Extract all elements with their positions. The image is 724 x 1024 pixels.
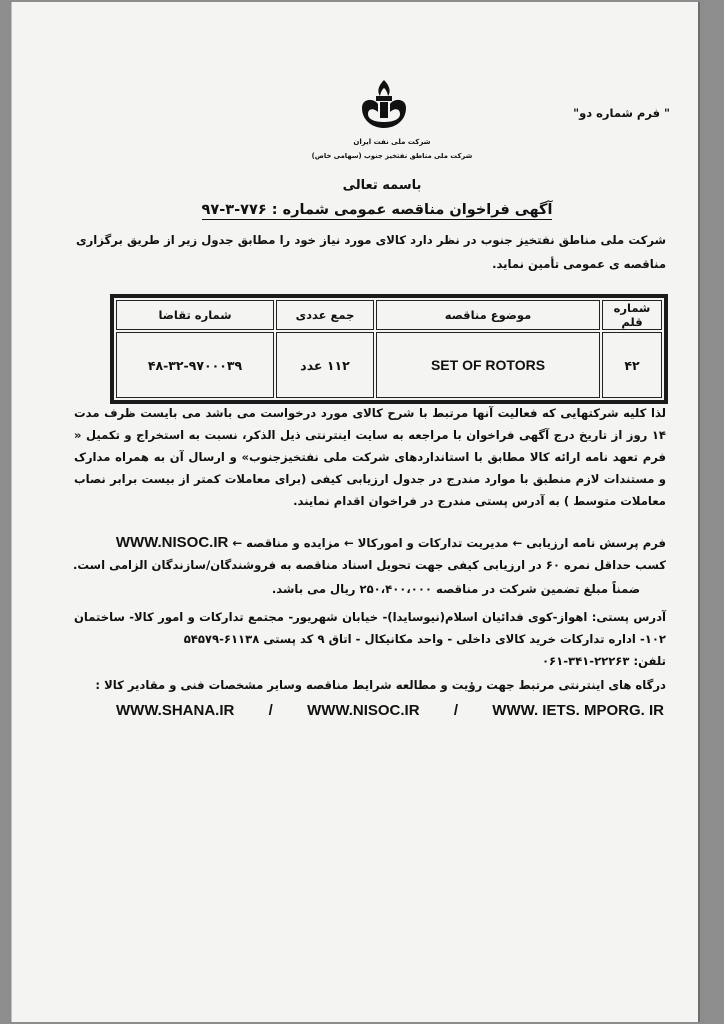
assessment-path: فرم پرسش نامه ارزیابی ← مدیریت تدارکات و امورکالا ← مزایده و مناقصه ← bbox=[232, 536, 666, 550]
table-row bbox=[116, 332, 662, 398]
header-quantity: جمع عددی bbox=[276, 300, 374, 330]
cell-quantity: ۱۱۲ عدد bbox=[276, 332, 374, 398]
header-item-no: شماره قلم bbox=[602, 300, 662, 330]
header-subject: موضوع مناقصه bbox=[376, 300, 600, 330]
assessment-line bbox=[74, 534, 666, 551]
link-separator: / bbox=[268, 702, 273, 719]
link-iets[interactable]: WWW. IETS. MPORG. IR bbox=[492, 702, 664, 719]
nioc-logo-icon bbox=[356, 78, 412, 130]
tender-title-text: آگهی فراخوان مناقصه عمومی شماره : ۷۷۶-۳-۹۷ bbox=[201, 202, 553, 218]
postal-address: آدرس پستی: اهواز-کوی فدائیان اسلام(نیوسایدا)- خیابان شهریور- مجتمع تدارکات و امور کالا- ساختمان ۱۰۲- اداره تدارکات خرید کالای داخلی - واحد مکانیکال - اتاق ۹ کد پستی ۶۱۱۳۸-۵۴۵۷۹ bbox=[74, 610, 666, 646]
company-name: شرکت ملی نفت ایران bbox=[353, 138, 431, 146]
phone-number: تلفن: ۲۲۲۶۳-۳۴۱-۰۶۱ bbox=[541, 654, 666, 668]
min-score-line: کسب حداقل نمره ۶۰ در ارزیابی کیفی جهت تحویل اسناد مناقصه به فروشندگان/سازندگان الزامی است. bbox=[73, 558, 666, 572]
link-shana[interactable]: WWW.SHANA.IR bbox=[116, 702, 235, 719]
intro-paragraph: شرکت ملی مناطق نفتخیز جنوب در نظر دارد کالای مورد نیاز خود را مطابق جدول زیر از طریق برگزاری مناقصه ی عمومی تأمین نماید. bbox=[76, 233, 666, 271]
portals-intro: درگاه های اینترنتی مرتبط جهت رؤیت و مطالعه شرایط مناقصه وسایر مشخصات فنی و مقادیر کالا : bbox=[95, 678, 666, 692]
assessment-url-link[interactable]: WWW.NISOC.IR bbox=[115, 534, 229, 551]
link-nisoc[interactable]: WWW.NISOC.IR bbox=[307, 702, 420, 719]
cell-subject: SET OF ROTORS bbox=[376, 332, 600, 398]
table-header-row bbox=[116, 300, 662, 330]
form-number: " فرم شماره دو" bbox=[573, 106, 670, 120]
guarantee-line: ضمناً مبلغ تضمین شرکت در مناقصه ۲۵۰،۴۰۰،۰۰۰ ریال می باشد. bbox=[271, 582, 641, 596]
document-page bbox=[12, 2, 698, 1022]
tender-title bbox=[162, 202, 592, 218]
cell-item-no: ۴۲ bbox=[602, 332, 662, 398]
header-request-no: شماره تقاضا bbox=[116, 300, 274, 330]
greeting-heading: باسمه تعالی bbox=[342, 178, 422, 193]
body-paragraph: لذا کلیه شرکتهایی که فعالیت آنها مرتبط با شرح کالای مورد درخواست می باشد می بایست ظرف مدت ۱۴ روز از تاریخ درج آگهی فراخوان با مراجعه به سایت اینترنتی ذیل الذکر، نسبت به استخراج و تکمیل « فرم تعهد نامه ارائه کالا مطابق با استانداردهای شرکت ملی نفتخیزجنوب» و ارسال آن به همراه مدارک و مستندات لازم منطبق با موارد مندرج در جدول ارزیابی کیفی (برای معاملات کمتر از بیست برابر نصاب معاملات متوسط ) به آدرس پستی مندرج در فراخوان اقدام نمایند. bbox=[74, 406, 666, 508]
portal-links bbox=[116, 702, 664, 719]
company-subtitle: شرکت ملی مناطق نفتخیز جنوب (سهامی خاص) bbox=[311, 152, 473, 160]
link-separator: / bbox=[453, 702, 459, 719]
postal-address-block bbox=[74, 606, 666, 672]
cell-request-no: ۴۸-۳۲-۹۷۰۰۰۳۹ bbox=[116, 332, 274, 398]
tender-table bbox=[110, 294, 668, 404]
